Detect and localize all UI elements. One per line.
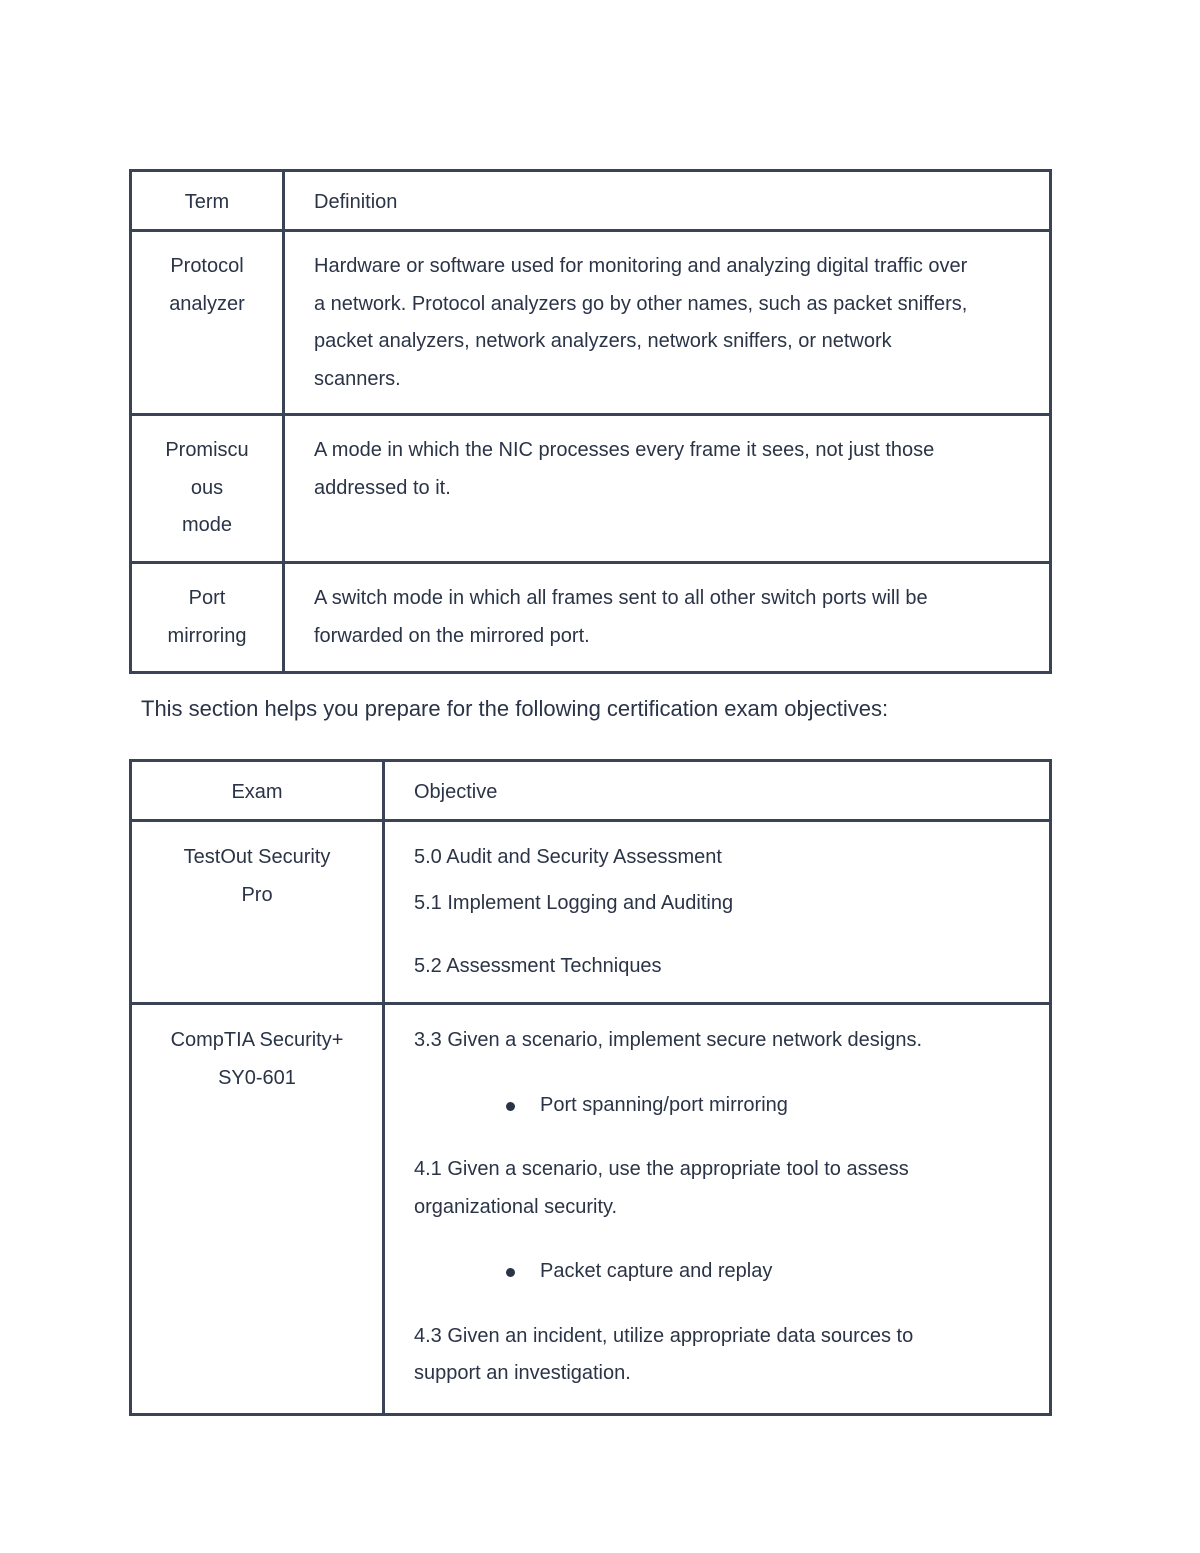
definition-cell: A switch mode in which all frames sent to all other switch ports will be forwarded on the mirrored port.: [284, 563, 1051, 673]
objective-item: 5.0 Audit and Security Assessment: [414, 846, 722, 868]
exam-objectives-table: [129, 759, 1052, 1416]
term-column-header: Term: [131, 171, 284, 231]
term-cell: Protocol analyzer: [131, 231, 284, 415]
term-row: [131, 231, 1051, 415]
objective-column-header: Objective: [384, 761, 1051, 821]
objective-cell: [384, 821, 1051, 1004]
bullet-icon: [506, 1102, 515, 1111]
intro-paragraph: This section helps you prepare for the following certification exam objectives:: [141, 696, 889, 721]
bullet-item: Port spanning/port mirroring: [414, 1087, 1027, 1125]
definition-column-header: Definition: [284, 171, 1051, 231]
bullet-item: Packet capture and replay: [414, 1253, 1027, 1291]
term-row: [131, 415, 1051, 563]
objective-item: 5.2 Assessment Techniques: [414, 955, 662, 977]
term-row: [131, 563, 1051, 673]
definition-cell: A mode in which the NIC processes every frame it sees, not just those addressed to it.: [284, 415, 1051, 563]
terms-table: [129, 169, 1052, 674]
term-cell: Port mirroring: [131, 563, 284, 673]
objective-item: 4.3 Given an incident, utilize appropriate data sources to support an investigation.: [414, 1324, 914, 1384]
term-cell: Promiscu ous mode: [131, 415, 284, 563]
objective-item: 5.1 Implement Logging and Auditing: [414, 891, 734, 914]
objective-item: 4.1 Given a scenario, use the appropriate tool to assess organizational security.: [414, 1158, 909, 1218]
exam-header-row: [131, 761, 1051, 821]
exam-cell: TestOut Security Pro: [131, 821, 384, 1004]
exam-row: [131, 821, 1051, 1004]
definition-cell: Hardware or software used for monitoring and analyzing digital traffic over a network. Protocol analyzers go by other names, such as packet sniffers, packet analyzers, network analyzers, network sniffers, or network scanners.: [284, 231, 1051, 415]
objective-cell: [384, 1004, 1051, 1415]
terms-header-row: [131, 171, 1051, 231]
exam-cell: CompTIA Security+ SY0-601: [131, 1004, 384, 1415]
bullet-icon: [506, 1268, 515, 1277]
exam-column-header: Exam: [131, 761, 384, 821]
objective-item: 3.3 Given a scenario, implement secure network designs.: [414, 1029, 923, 1051]
exam-row: [131, 1004, 1051, 1415]
